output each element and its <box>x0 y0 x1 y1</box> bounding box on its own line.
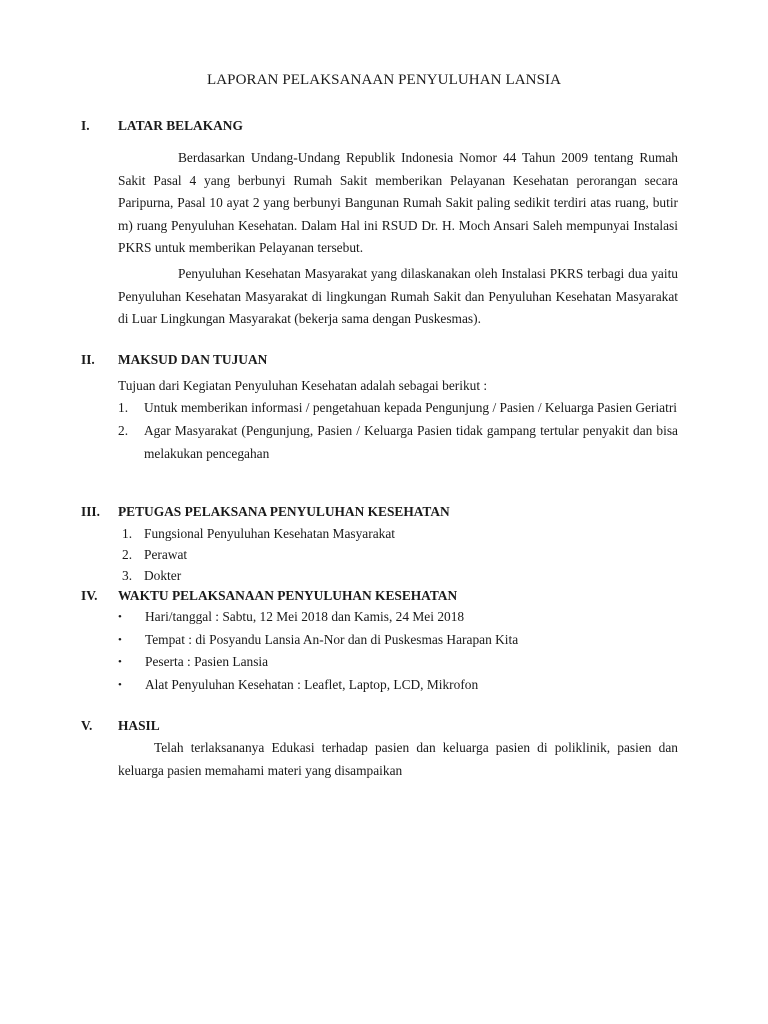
list-item: 3. Dokter <box>122 568 182 583</box>
bullet-icon: • <box>118 633 122 646</box>
list-item: • Hari/tanggal : Sabtu, 12 Mei 2018 dan Kamis, 24 Mei 2018 <box>118 606 518 629</box>
section-2-number: II. <box>81 352 95 367</box>
list-item: 2. Agar Masyarakat (Pengunjung, Pasien / Keluarga Pasien tidak gampang tertular penyakit dan bisa melakukan pencegahan <box>118 423 678 461</box>
section-1-paragraph-1: Berdasarkan Undang-Undang Republik Indonesia Nomor 44 Tahun 2009 tentang Rumah Sakit Pasal 4 yang berbunyi Rumah Sakit memberikan Pelayanan Kesehatan perorangan secara Paripurna, Pasal 10 ayat 2 yang berbunyi Bangunan Rumah Sakit paling sedikit terdiri atas ruang, butir m) ruang Penyuluhan Kesehatan. Dalam Hal ini RSUD Dr. H. Moch Ansari Saleh mempunyai Instalasi PKRS untuk memberikan Pelayanan tersebut. <box>118 150 678 255</box>
section-1-paragraph-2: Penyuluhan Kesehatan Masyarakat yang dilaskanakan oleh Instalasi PKRS terbagi dua yaitu Penyuluhan Kesehatan Masyarakat di lingkungan Rumah Sakit dan Penyuluhan Kesehatan Masyarakat di Luar Lingkungan Masyarakat (bekerja sama dengan Puskesmas). <box>118 266 678 326</box>
bullet-icon: • <box>118 611 122 623</box>
section-2-goal-list <box>118 396 678 465</box>
section-3-staff-list <box>122 523 395 586</box>
section-5-paragraph: Telah terlaksananya Edukasi terhadap pasien dan keluarga pasien di poliklinik, pasien dan keluarga pasien memahami materi yang disampaikan <box>118 740 678 778</box>
document-title: LAPORAN PELAKSANAAN PENYULUHAN LANSIA <box>206 72 562 88</box>
section-4-bullet-list <box>118 606 518 697</box>
section-5-title: HASIL <box>118 718 160 733</box>
list-item: • Alat Penyuluhan Kesehatan : Leaflet, Laptop, LCD, Mikrofon <box>118 674 518 697</box>
list-item: 2. Perawat <box>122 547 188 562</box>
section-2-intro: Tujuan dari Kegiatan Penyuluhan Kesehatan adalah sebagai berikut : <box>118 378 488 393</box>
list-item: • Tempat : di Posyandu Lansia An-Nor dan di Puskesmas Harapan Kita <box>118 629 518 652</box>
section-4-number: IV. <box>81 588 98 603</box>
bullet-icon: • <box>118 656 122 669</box>
section-3-number: III. <box>81 504 100 519</box>
section-1-title: LATAR BELAKANG <box>118 118 243 133</box>
section-3-title: PETUGAS PELAKSANA PENYULUHAN KESEHATAN <box>118 504 450 519</box>
section-5-number: V. <box>81 718 93 733</box>
bullet-icon: • <box>118 679 122 692</box>
section-4-title: WAKTU PELAKSANAAN PENYULUHAN KESEHATAN <box>118 588 458 603</box>
list-item: • Peserta : Pasien Lansia <box>118 651 518 674</box>
list-item: 1. Fungsional Penyuluhan Kesehatan Masyarakat <box>122 526 396 541</box>
list-item: 1. Untuk memberikan informasi / pengetahuan kepada Pengunjung / Pasien / Keluarga Pasien Geriatri <box>118 400 678 415</box>
section-2-title: MAKSUD DAN TUJUAN <box>118 352 268 367</box>
section-1-number: I. <box>81 118 90 133</box>
